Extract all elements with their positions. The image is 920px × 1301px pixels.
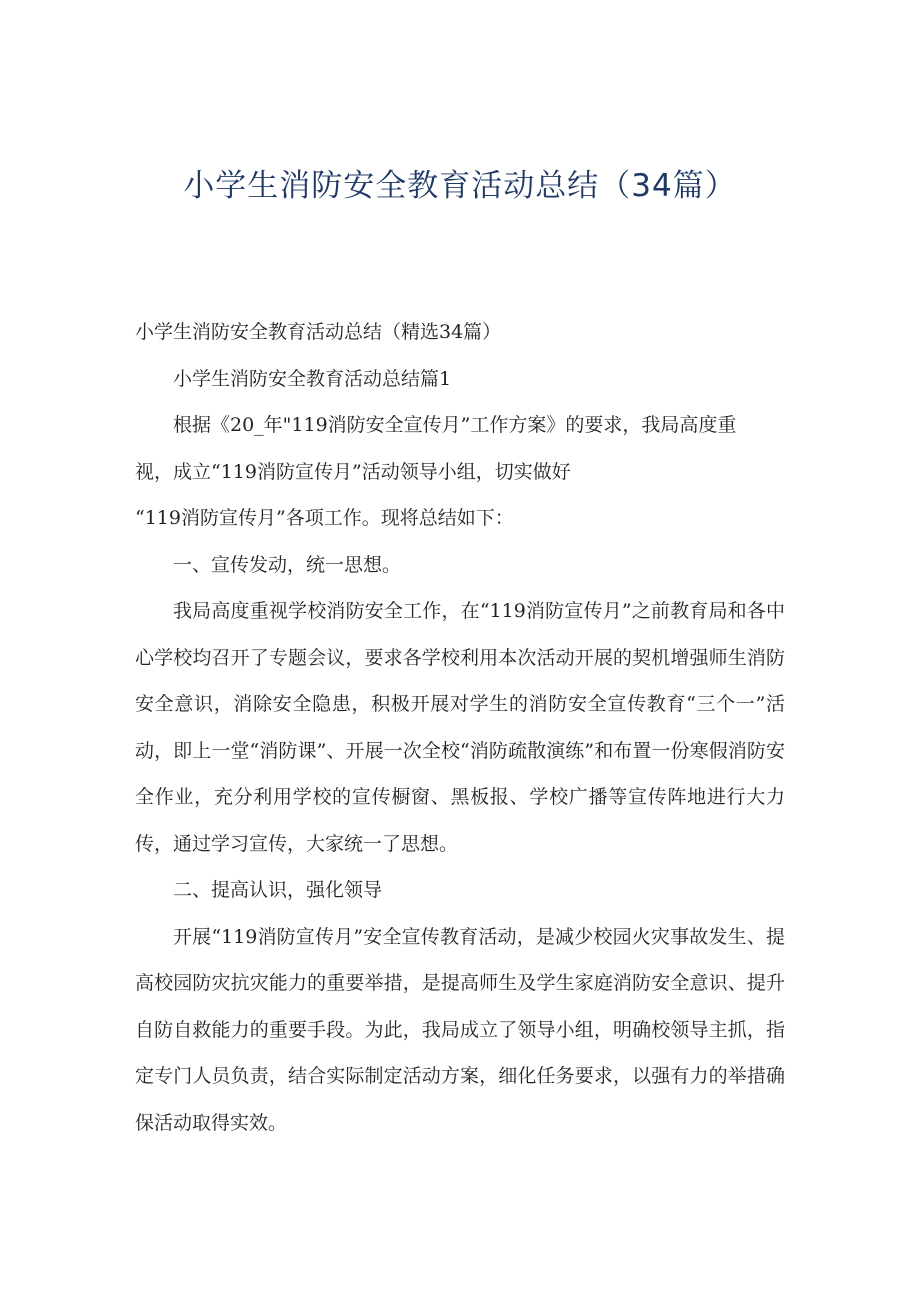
intro-line: 根据《20_年"119消防安全宣传月”工作方案》的要求，我局高度重 [173, 414, 737, 436]
intro-paragraph [135, 402, 785, 542]
document-body [135, 309, 785, 1146]
intro-line: 视，成立“119消防宣传月”活动领导小组，切实做好 [135, 460, 571, 483]
document-subtitle: 小学生消防安全教育活动总结（精选34篇） [135, 321, 502, 343]
intro-line: “119消防宣传月”各项工作。现将总结如下： [135, 507, 514, 529]
heading-2: 二、提高认识，强化领导 [173, 879, 383, 901]
paragraph-2: 开展“119消防宣传月”安全宣传教育活动，是减少校园火灾事故发生、提高校园防灾抗灾能力的重要举措，是提高师生及学生家庭消防安全意识、提升自防自救能力的重要手段。为此，我局成立了领导小组，明确校领导主抓，指定专门人员负责，结合实际制定活动方案，细化任务要求，以强有力的举措确保活动取得实效。 [135, 925, 785, 1134]
document-title: 小学生消防安全教育活动总结（34篇） [183, 168, 737, 204]
heading-1: 一、宣传发动，统一思想。 [173, 553, 402, 576]
section-heading: 小学生消防安全教育活动总结篇1 [173, 367, 452, 390]
paragraph-1: 我局高度重视学校消防安全工作，在“119消防宣传月”之前教育局和各中心学校均召开了专题会议，要求各学校利用本次活动开展的契机增强师生消防安全意识，消除安全隐患，积极开展对学生的消防安全宣传教育“三个一”活动，即上一堂“消防课”、开展一次全校“消防疏散演练”和布置一份寒假消防安全作业，充分利用学校的宣传橱窗、黑板报、学校广播等宣传阵地进行大力传，通过学习宣传，大家统一了思想。 [135, 600, 785, 855]
